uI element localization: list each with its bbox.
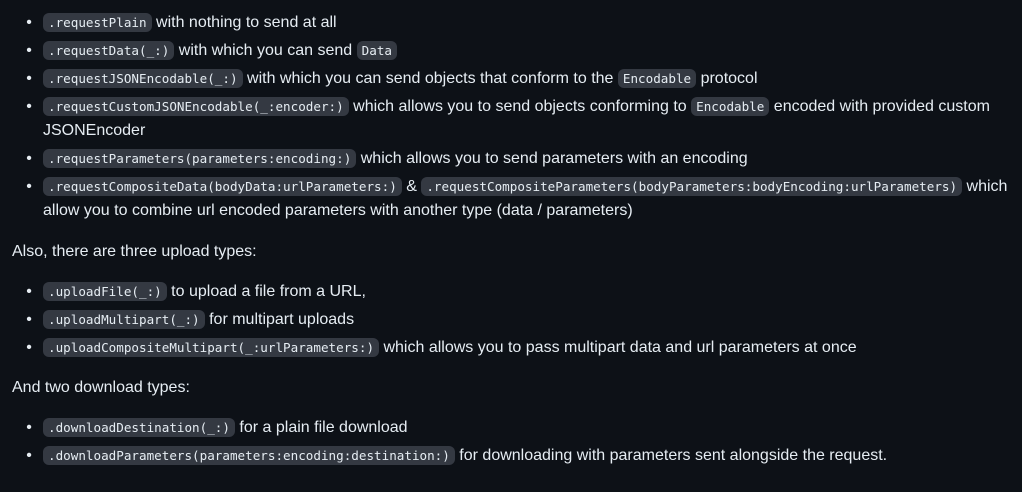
bullet-icon: • <box>26 419 32 436</box>
list-item-text: for multipart uploads <box>204 311 355 328</box>
inline-code: .requestJSONEncodable(_:) <box>43 69 243 88</box>
download-types-list <box>12 416 1010 468</box>
list-item-text: which allows you to send parameters with an encoding <box>356 150 748 167</box>
list-item <box>26 444 1010 468</box>
bullet-icon: • <box>26 339 32 356</box>
list-item-text: encoded with provided custom JSONEncoder <box>43 98 990 139</box>
upload-intro: Also, there are three upload types: <box>12 243 257 260</box>
bullet-icon: • <box>26 14 32 31</box>
inline-code: .requestCompositeData(bodyData:urlParameters:) <box>43 177 402 196</box>
bullet-icon: • <box>26 311 32 328</box>
list-item <box>26 336 1010 360</box>
inline-code: .requestCompositeParameters(bodyParameters:bodyEncoding:urlParameters) <box>421 177 962 196</box>
list-item-text: with nothing to send at all <box>151 14 337 31</box>
bullet-icon: • <box>26 150 32 167</box>
inline-code: Data <box>357 41 397 60</box>
list-item <box>26 175 1010 223</box>
inline-code: Encodable <box>618 69 696 88</box>
bullet-icon: • <box>26 447 32 464</box>
list-item-text: with which you can send objects that conform to the <box>242 70 618 87</box>
list-item <box>26 67 1010 91</box>
bullet-icon: • <box>26 178 32 195</box>
inline-code: .uploadMultipart(_:) <box>43 310 205 329</box>
list-item-text: for a plain file download <box>234 419 408 436</box>
bullet-icon: • <box>26 70 32 87</box>
bullet-icon: • <box>26 98 32 115</box>
list-item <box>26 95 1010 143</box>
list-item-text: with which you can send <box>174 42 357 59</box>
list-item-text: which allows you to pass multipart data and url parameters at once <box>379 339 857 356</box>
list-item <box>26 416 1010 440</box>
bullet-icon: • <box>26 42 32 59</box>
list-item-text: to upload a file from a URL, <box>166 283 366 300</box>
bullet-icon: • <box>26 283 32 300</box>
upload-types-list <box>12 280 1010 360</box>
download-intro: And two download types: <box>12 379 190 396</box>
request-types-list <box>12 0 1010 223</box>
list-item <box>26 11 1010 35</box>
inline-code: .requestData(_:) <box>43 41 174 60</box>
list-item-text: protocol <box>696 70 758 87</box>
list-item-text: & <box>401 178 422 195</box>
list-item <box>26 308 1010 332</box>
inline-code: .requestCustomJSONEncodable(_:encoder:) <box>43 97 349 116</box>
list-item <box>26 280 1010 304</box>
inline-code: .requestParameters(parameters:encoding:) <box>43 149 356 168</box>
inline-code: .requestPlain <box>43 13 152 32</box>
list-item-text: which allow you to combine url encoded parameters with another type (data / parameters) <box>43 178 1008 219</box>
inline-code: .downloadParameters(parameters:encoding:destination:) <box>43 446 455 465</box>
inline-code: Encodable <box>691 97 769 116</box>
inline-code: .uploadFile(_:) <box>43 282 167 301</box>
list-item-text: for downloading with parameters sent alongside the request. <box>454 447 888 464</box>
list-item <box>26 147 1010 171</box>
list-item-text: which allows you to send objects conforming to <box>348 98 692 115</box>
inline-code: .uploadCompositeMultipart(_:urlParameters:) <box>43 338 379 357</box>
inline-code: .downloadDestination(_:) <box>43 418 235 437</box>
list-item <box>26 39 1010 63</box>
